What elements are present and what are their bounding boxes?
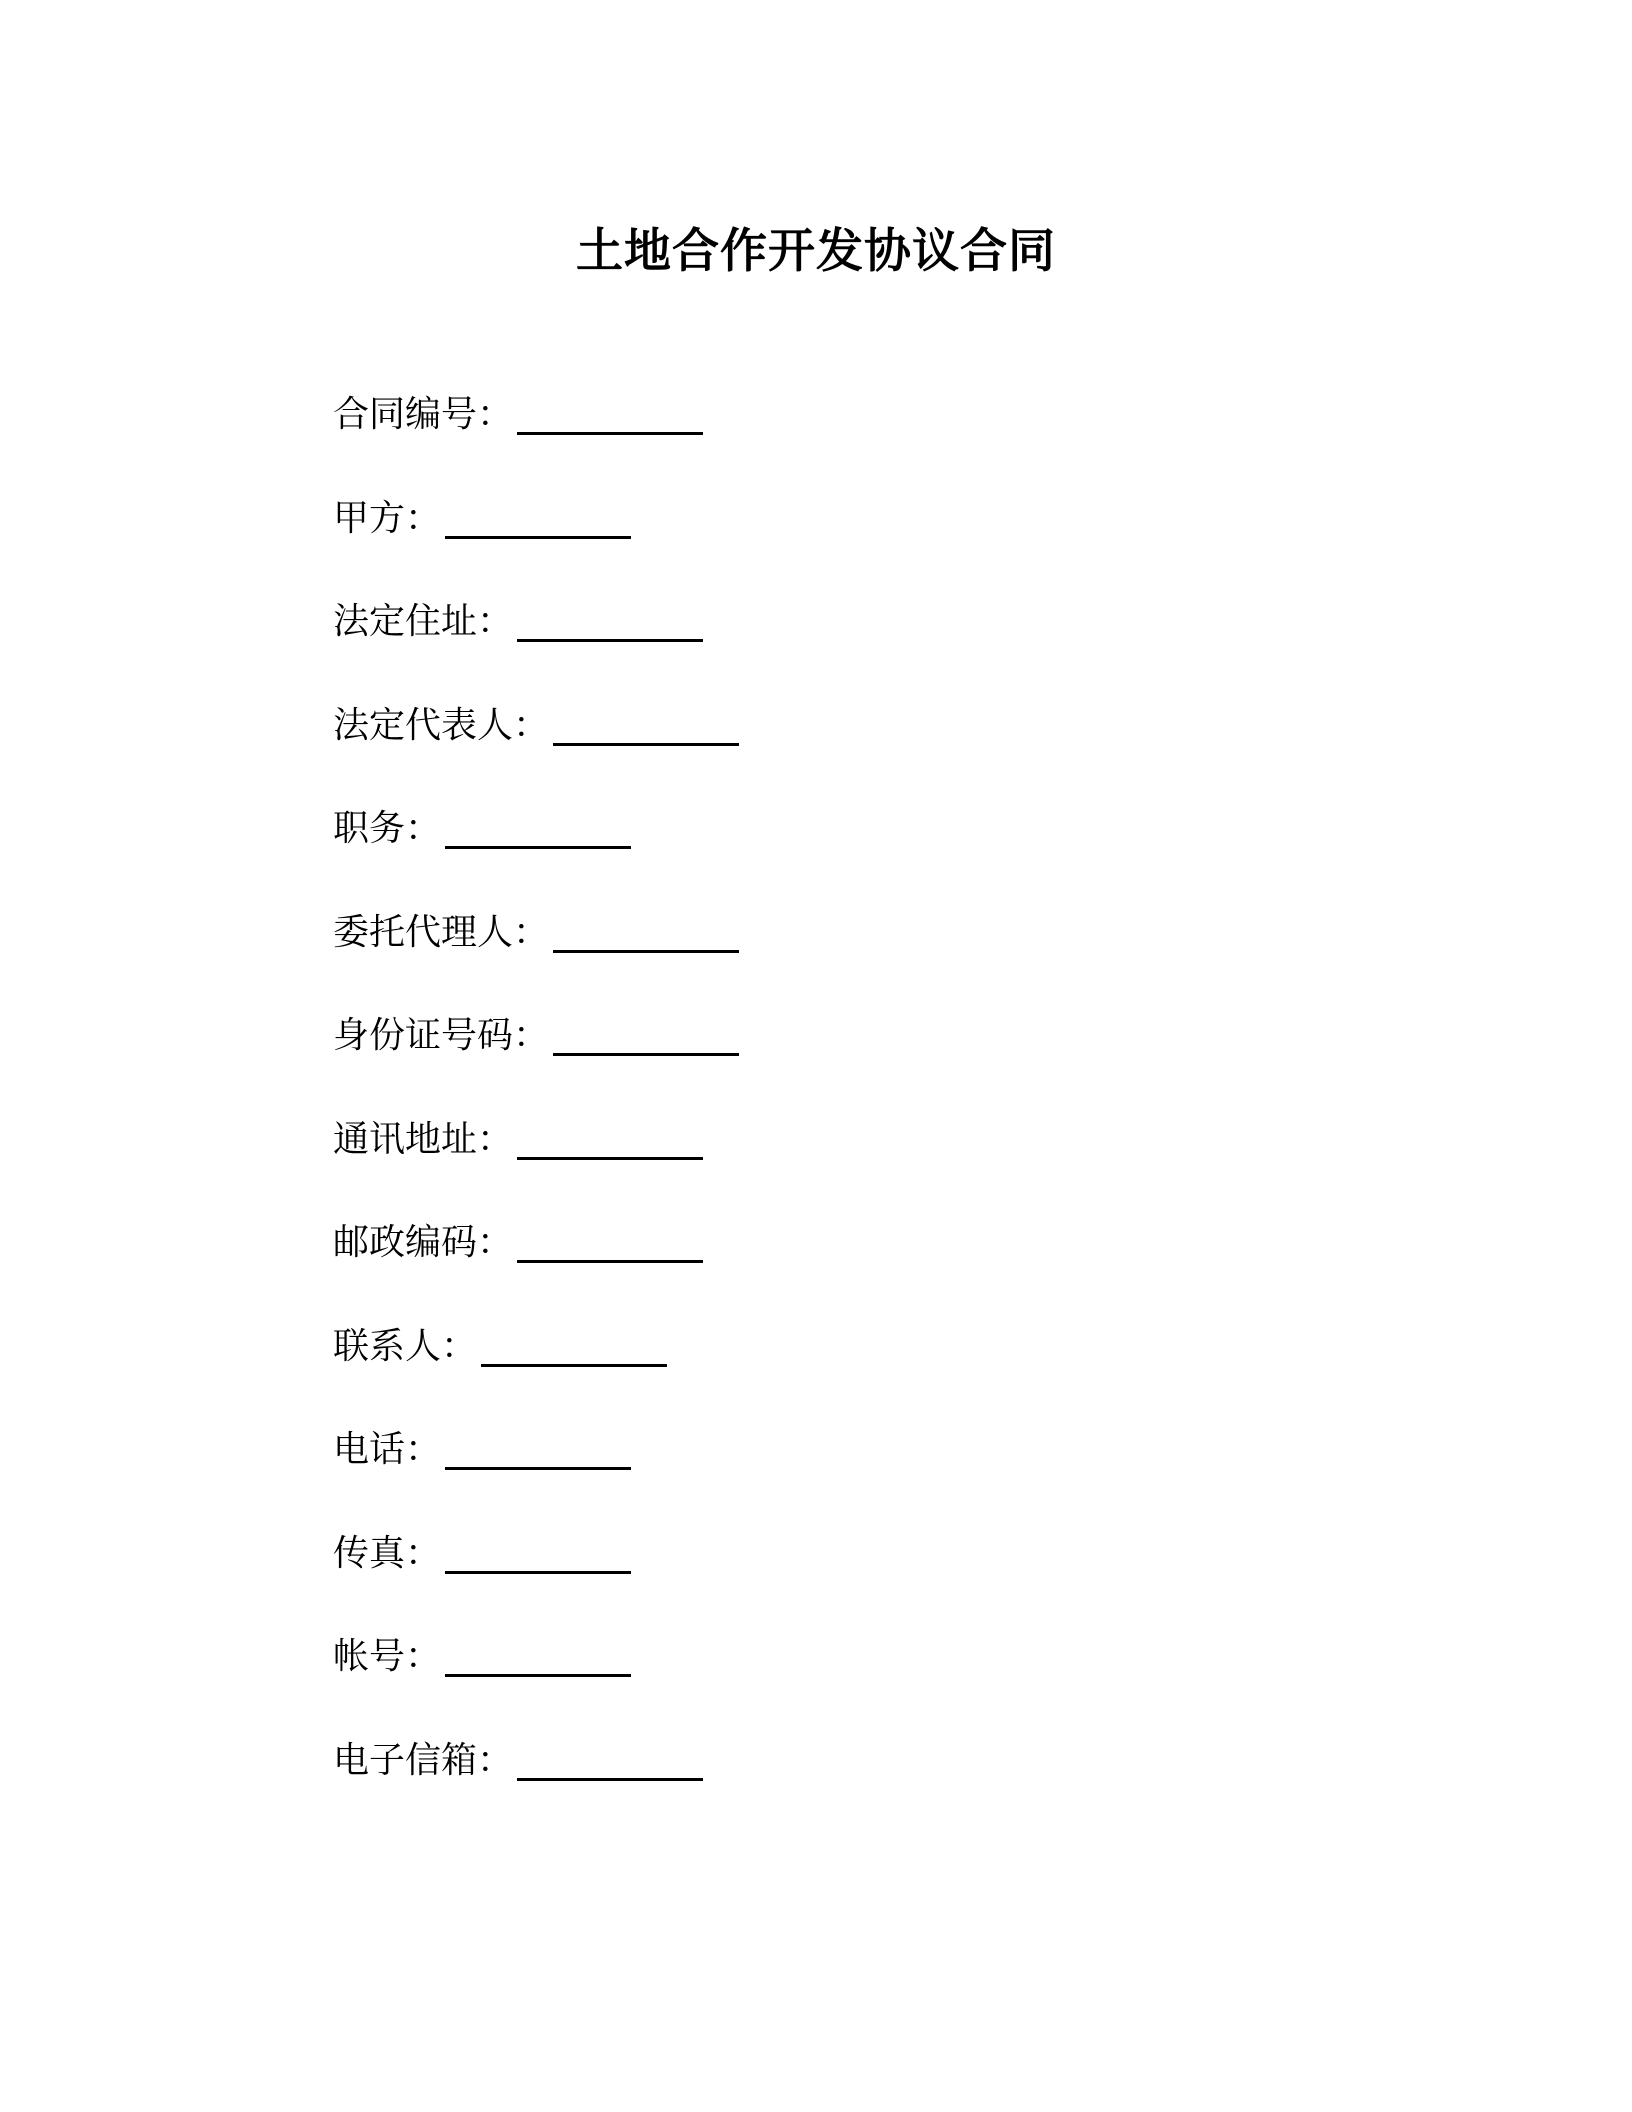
- field-label: 合同编号：: [333, 394, 514, 435]
- document-title: 土地合作开发协议合同: [576, 224, 1056, 279]
- fill-in-blank[interactable]: [445, 494, 631, 539]
- fill-in-blank[interactable]: [445, 804, 631, 849]
- fill-in-blank[interactable]: [517, 1218, 703, 1263]
- field-label: 身份证号码：: [333, 1015, 550, 1056]
- field-label: 传真：: [333, 1532, 442, 1574]
- fill-in-blank[interactable]: [517, 1736, 703, 1781]
- field-email: [333, 1736, 1333, 1840]
- party-fields-list: [333, 390, 1333, 1839]
- fill-in-blank[interactable]: [553, 701, 739, 746]
- field-label: 邮政编码：: [333, 1222, 514, 1263]
- field-label: 甲方：: [333, 497, 442, 539]
- fill-in-blank[interactable]: [445, 1529, 631, 1574]
- fill-in-blank[interactable]: [445, 1425, 631, 1470]
- field-authorized-agent: [333, 908, 1333, 1012]
- field-label: 帐号：: [333, 1636, 442, 1677]
- field-label: 职务：: [333, 808, 442, 849]
- field-label: 通讯地址：: [333, 1118, 514, 1160]
- field-label: 委托代理人：: [333, 911, 550, 953]
- field-party-a: [333, 494, 1333, 598]
- field-label: 法定代表人：: [333, 704, 550, 746]
- field-postal-code: [333, 1218, 1333, 1322]
- field-label: 电话：: [333, 1429, 442, 1470]
- fill-in-blank[interactable]: [553, 1011, 739, 1056]
- field-label: 电子信箱：: [333, 1739, 514, 1781]
- fill-in-blank[interactable]: [553, 908, 739, 953]
- fill-in-blank[interactable]: [517, 597, 703, 642]
- fill-in-blank[interactable]: [517, 1115, 703, 1160]
- field-label: 法定住址：: [333, 601, 514, 642]
- field-legal-representative: [333, 701, 1333, 805]
- fill-in-blank[interactable]: [481, 1322, 667, 1367]
- field-id-number: [333, 1011, 1333, 1115]
- field-contact-person: [333, 1322, 1333, 1426]
- field-label: 联系人：: [333, 1325, 478, 1367]
- field-position: [333, 804, 1333, 908]
- field-legal-address: [333, 597, 1333, 701]
- field-mailing-address: [333, 1115, 1333, 1219]
- field-fax: [333, 1529, 1333, 1633]
- fill-in-blank[interactable]: [517, 390, 703, 435]
- fill-in-blank[interactable]: [445, 1632, 631, 1677]
- field-account-number: [333, 1632, 1333, 1736]
- field-contract-number: [333, 390, 1333, 494]
- field-phone: [333, 1425, 1333, 1529]
